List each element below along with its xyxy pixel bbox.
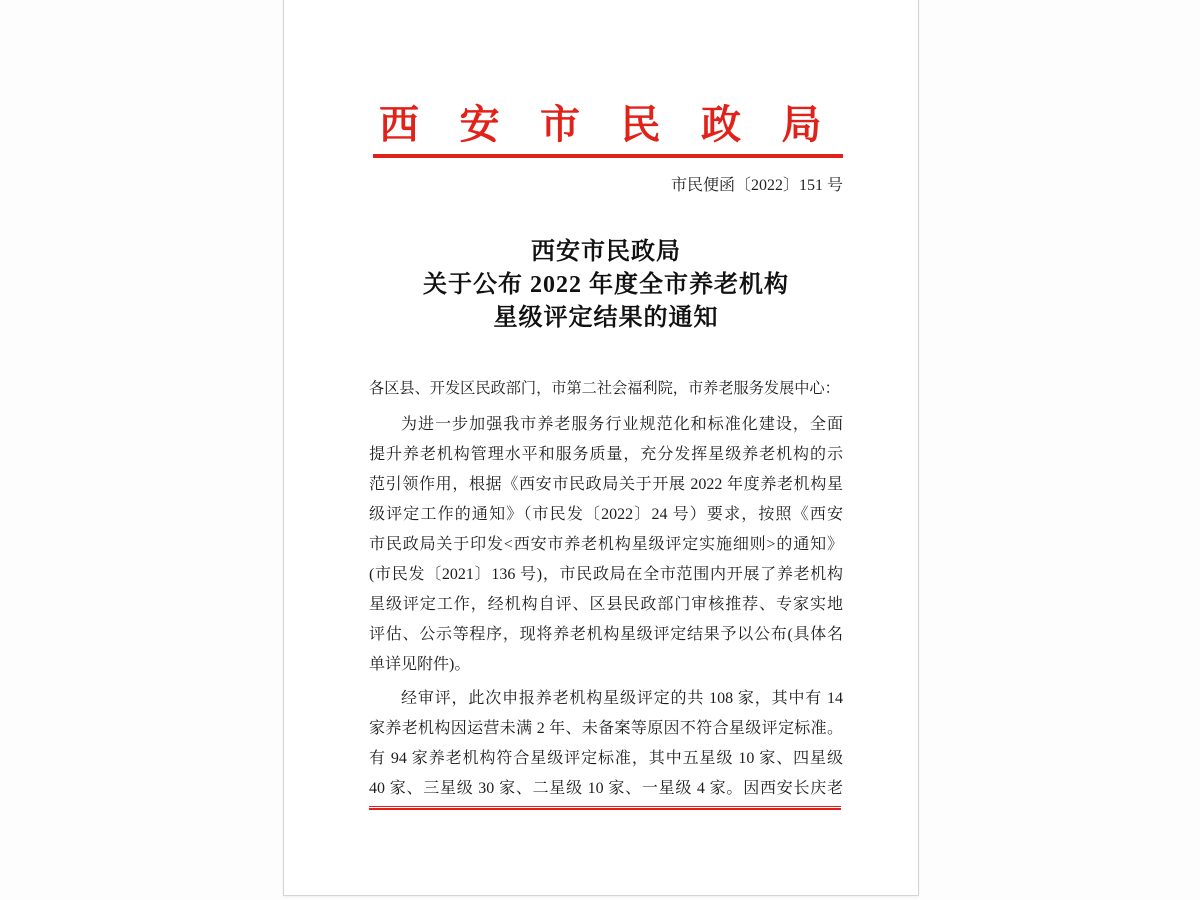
- bottom-red-double-rule: [369, 806, 841, 810]
- body-line: 单详见附件)。: [369, 656, 471, 673]
- document-title-line-3: 星级评定结果的通知: [493, 305, 719, 331]
- body-line: 级评定工作的通知》（市民发〔2022〕24 号）要求，按照《西安: [369, 506, 843, 523]
- document-title-line-2: 关于公布 2022 年度全市养老机构: [423, 272, 789, 298]
- body-line: 星级评定工作，经机构自评、区县民政部门审核推荐、专家实地: [369, 596, 843, 613]
- body-line: 家养老机构因运营未满 2 年、未备案等原因不符合星级评定标准。: [369, 720, 843, 737]
- body-line: 范引领作用，根据《西安市民政局关于开展 2022 年度养老机构星: [369, 476, 843, 493]
- document-title: [369, 236, 843, 335]
- body-line: 为进一步加强我市养老服务行业规范化和标准化建设，全面: [401, 416, 843, 433]
- body-line: 有 94 家养老机构符合星级评定标准，其中五星级 10 家、四星级: [369, 750, 843, 767]
- document-body: [369, 374, 843, 810]
- letterhead-red-double-rule: [373, 154, 843, 158]
- body-line: 评估、公示等程序，现将养老机构星级评定结果予以公布(具体名: [369, 626, 843, 643]
- document-title-line-1: 西安市民政局: [531, 239, 681, 265]
- body-line: 经审评，此次申报养老机构星级评定的共 108 家，其中有 14: [401, 690, 843, 707]
- document-reference-number: 市民便函〔2022〕151 号: [670, 177, 843, 194]
- body-line: 40 家、三星级 30 家、二星级 10 家、一星级 4 家。因西安长庆老: [369, 780, 843, 797]
- body-line: (市民发〔2021〕136 号)，市民政局在全市范围内开展了养老机构: [369, 566, 843, 583]
- document-page: [283, 0, 919, 896]
- body-line: 提升养老机构管理水平和服务质量，充分发挥星级养老机构的示: [369, 446, 843, 463]
- body-line: 市民政局关于印发<西安市养老机构星级评定实施细则>的通知》: [369, 536, 843, 553]
- letterhead-agency-title: 西安市民政局: [379, 102, 862, 147]
- salutation-line: 各区县、开发区民政部门，市第二社会福利院，市养老服务发展中心：: [369, 380, 840, 397]
